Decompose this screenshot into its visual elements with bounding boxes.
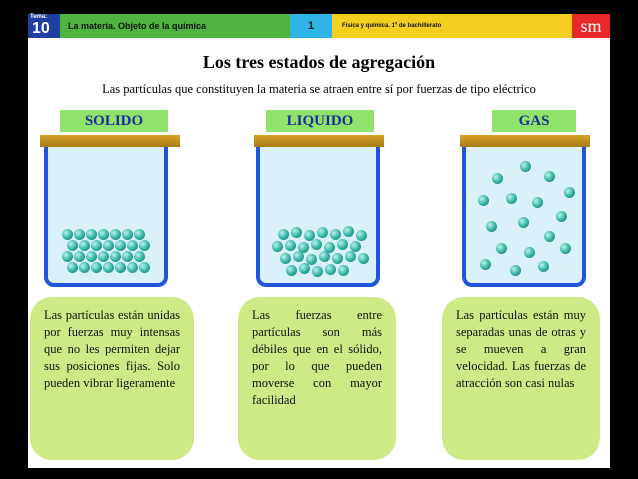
- particle-liquido: [358, 253, 369, 264]
- particle-solido: [86, 251, 97, 262]
- particle-liquido: [325, 264, 336, 275]
- particle-liquido: [293, 251, 304, 262]
- sm-logo: sm: [572, 14, 610, 38]
- particle-solido: [67, 240, 78, 251]
- label-solido: SOLIDO: [60, 110, 168, 132]
- particle-solido: [79, 240, 90, 251]
- particle-solido: [110, 229, 121, 240]
- particle-solido: [115, 240, 126, 251]
- particle-solido: [110, 251, 121, 262]
- particle-solido: [98, 229, 109, 240]
- particle-solido: [134, 251, 145, 262]
- particle-solido: [122, 229, 133, 240]
- particle-gas: [544, 231, 555, 242]
- tema-label: Tema:: [30, 14, 48, 20]
- particle-solido: [127, 262, 138, 273]
- particle-liquido: [319, 251, 330, 262]
- particle-liquido: [286, 265, 297, 276]
- particle-liquido: [299, 263, 310, 274]
- particle-solido: [134, 229, 145, 240]
- particle-liquido: [345, 251, 356, 262]
- jar-lid-liquido: [254, 135, 384, 147]
- label-liquido: LIQUIDO: [266, 110, 374, 132]
- particle-solido: [62, 251, 73, 262]
- particle-liquido: [330, 229, 341, 240]
- slide: [28, 14, 610, 468]
- particle-solido: [127, 240, 138, 251]
- particle-liquido: [356, 230, 367, 241]
- particle-liquido: [337, 239, 348, 250]
- particle-gas: [486, 221, 497, 232]
- course-name: Física y química. 1º de bachillerato: [332, 14, 572, 38]
- jar-lid-gas: [460, 135, 590, 147]
- particle-solido: [74, 251, 85, 262]
- particle-gas: [478, 195, 489, 206]
- description-gas: Las partículas están muy separadas unas de otras y se mueven a gran velocidad. Las fuerzas de atracción son casi nulas: [442, 297, 600, 460]
- particle-gas: [520, 161, 531, 172]
- particle-gas: [532, 197, 543, 208]
- particle-gas: [560, 243, 571, 254]
- header-bar: [28, 14, 610, 38]
- tema-number: 10: [32, 20, 50, 37]
- particle-liquido: [332, 253, 343, 264]
- unit-title: La materia. Objeto de la química: [60, 14, 290, 38]
- particle-gas: [538, 261, 549, 272]
- particle-gas: [506, 193, 517, 204]
- jar-liquido: [256, 147, 380, 287]
- particle-gas: [518, 217, 529, 228]
- particle-solido: [91, 262, 102, 273]
- description-liquido: Las fuerzas entre partículas son más débiles que en el sólido, por lo que pueden moverse con mayor facilidad: [238, 297, 396, 460]
- label-gas: GAS: [492, 110, 576, 132]
- particle-solido: [67, 262, 78, 273]
- particle-solido: [62, 229, 73, 240]
- particle-liquido: [311, 239, 322, 250]
- tema-badge: [28, 14, 60, 38]
- particle-gas: [496, 243, 507, 254]
- particle-gas: [544, 171, 555, 182]
- particle-gas: [510, 265, 521, 276]
- particle-gas: [524, 247, 535, 258]
- particle-solido: [79, 262, 90, 273]
- page-subtitle: Las partículas que constituyen la materia se atraen entre sí por fuerzas de tipo eléctrico: [102, 82, 536, 96]
- jar-lid-solido: [40, 135, 180, 147]
- particle-liquido: [338, 265, 349, 276]
- page-title: Los tres estados de agregación: [202, 52, 436, 72]
- particle-solido: [139, 262, 150, 273]
- particle-gas: [564, 187, 575, 198]
- particle-solido: [74, 229, 85, 240]
- particle-solido: [103, 240, 114, 251]
- page-number: 1: [290, 14, 332, 38]
- particle-liquido: [272, 241, 283, 252]
- particle-solido: [103, 262, 114, 273]
- particle-solido: [91, 240, 102, 251]
- particle-solido: [115, 262, 126, 273]
- particle-liquido: [291, 227, 302, 238]
- particle-solido: [98, 251, 109, 262]
- particle-solido: [139, 240, 150, 251]
- particle-gas: [480, 259, 491, 270]
- jar-solido: [44, 147, 168, 287]
- particle-liquido: [285, 240, 296, 251]
- description-solido: Las partículas están unidas por fuerzas muy intensas que no les permiten dejar sus posiciones fijas. Solo pueden vibrar ligeramente: [30, 297, 194, 460]
- particle-liquido: [278, 229, 289, 240]
- particle-liquido: [280, 253, 291, 264]
- particle-solido: [86, 229, 97, 240]
- particle-gas: [556, 211, 567, 222]
- jar-gas: [462, 147, 586, 287]
- particle-liquido: [317, 227, 328, 238]
- particle-solido: [122, 251, 133, 262]
- particle-liquido: [312, 266, 323, 277]
- particle-gas: [492, 173, 503, 184]
- particle-liquido: [343, 226, 354, 237]
